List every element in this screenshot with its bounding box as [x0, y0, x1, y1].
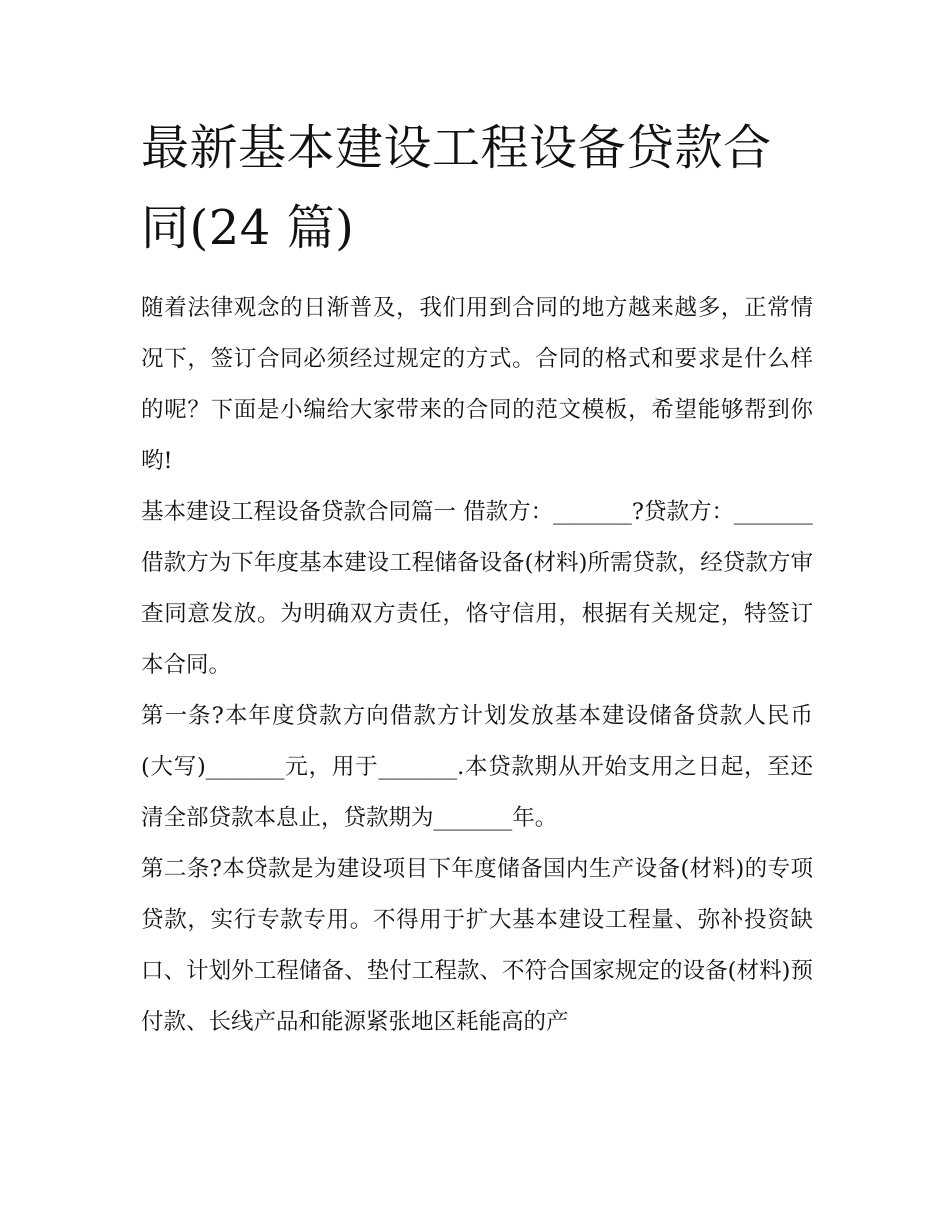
document-title: 最新基本建设工程设备贷款合同(24 篇) — [141, 120, 772, 256]
intro-paragraph: 随着法律观念的日渐普及，我们用到合同的地方越来越多，正常情况下，签订合同必须经过规定的方式。合同的格式和要求是什么样的呢？下面是小编给大家带来的合同的范文模板，希望能够帮到你哟! — [141, 295, 813, 474]
document-body — [141, 108, 813, 1048]
parties-paragraph: 基本建设工程设备贷款合同篇一 借款方：_______?贷款方：_______ — [141, 499, 813, 525]
purpose-paragraph: 借款方为下年度基本建设工程储备设备(材料)所需贷款，经贷款方审查同意发放。为明确双方责任，恪守信用，根据有关规定，特签订本合同。 — [141, 550, 813, 678]
article-one-paragraph: 第一条?本年度贷款方向借款方计划发放基本建设储备贷款人民币(大写)_______元，用于_______.本贷款期从开始支用之日起，至还清全部贷款本息止，贷款期为_______年。 — [141, 703, 813, 831]
article-two-paragraph: 第二条?本贷款是为建设项目下年度储备国内生产设备(材料)的专项贷款，实行专款专用。不得用于扩大基本建设工程量、弥补投资缺口、计划外工程储备、垫付工程款、不符合国家规定的设备(材料)预付款、长线产品和能源紧张地区耗能高的产 — [141, 856, 813, 1035]
